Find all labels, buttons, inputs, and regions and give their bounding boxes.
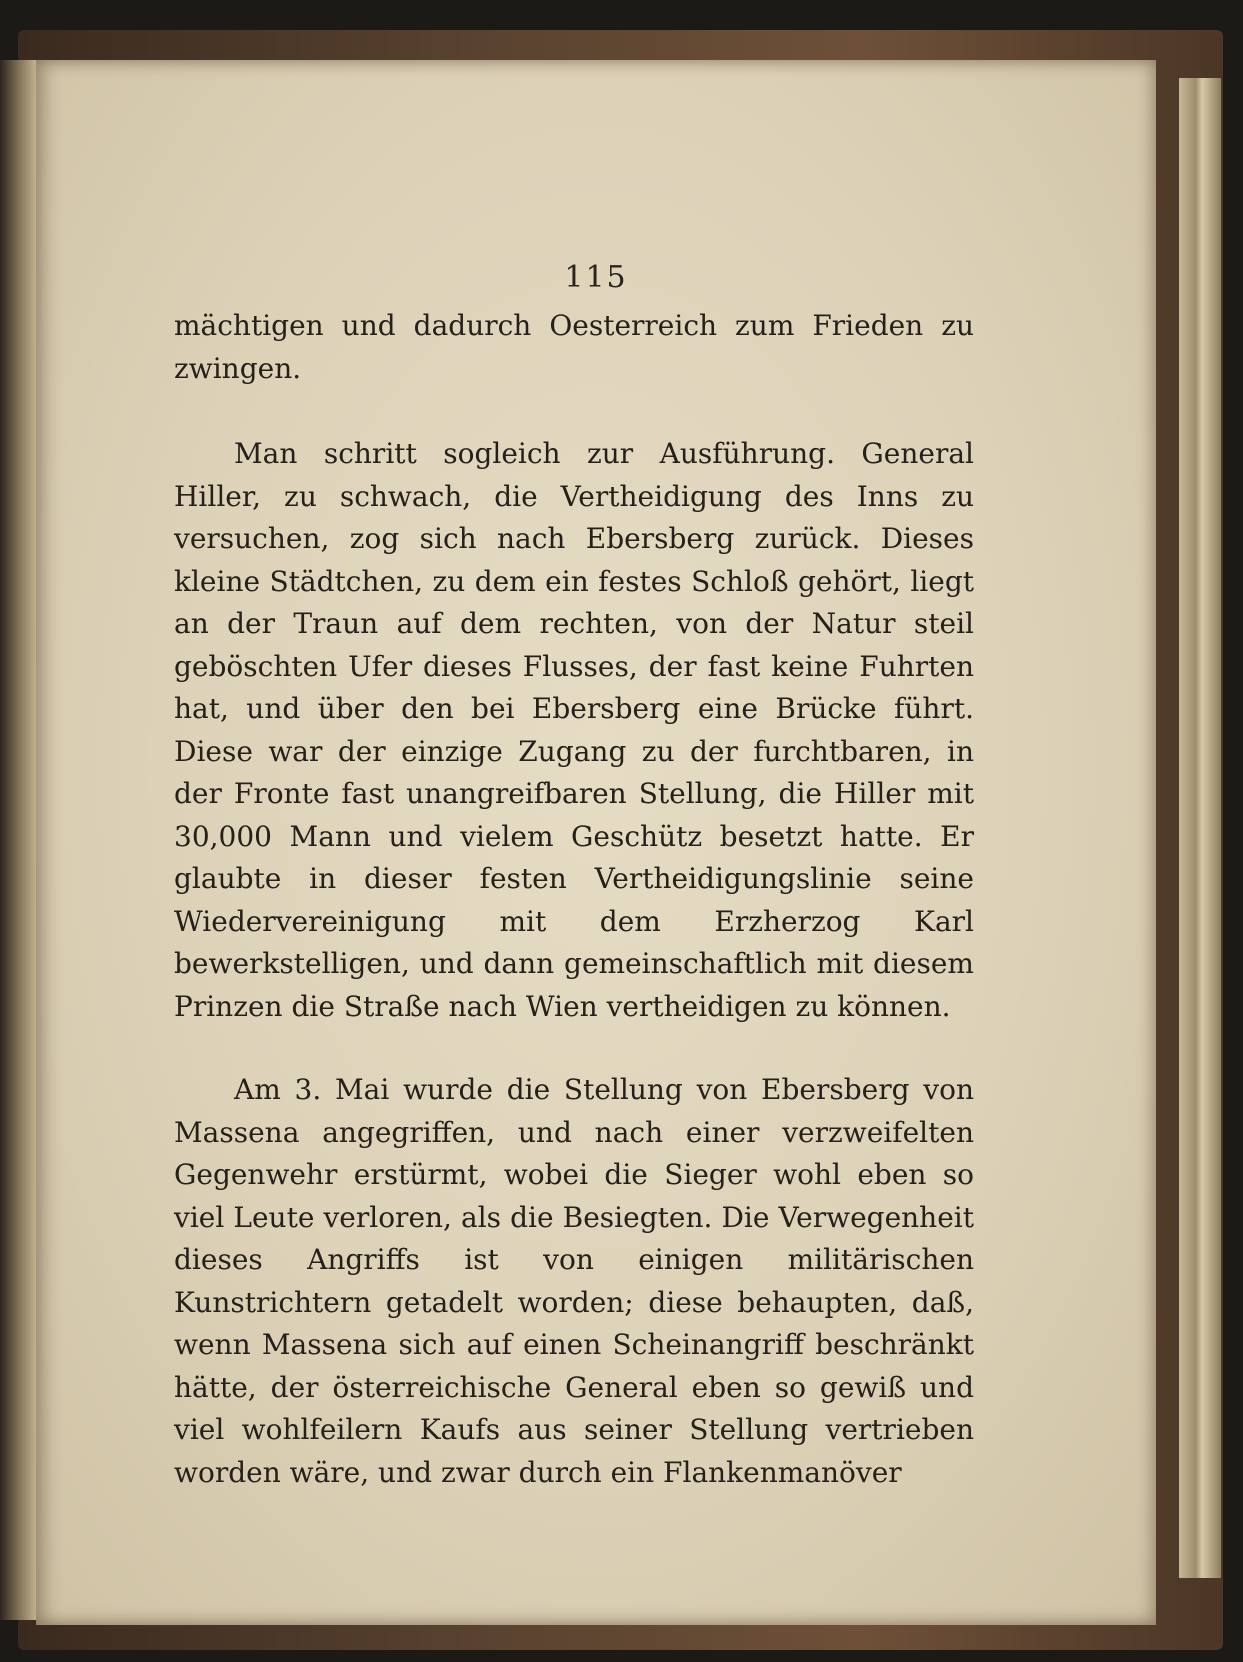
page-number: 115	[564, 260, 628, 295]
paragraph-3: Am 3. Mai wurde die Stellung von Ebersberg von Massena angegriffen, und nach einer verzweifelten Gegenwehr erstürmt, wobei die Sieger wohl eben so viel Leute verloren, als die Besiegten. Die Verwegenheit dieses Angriffs ist von einigen militärischen Kunstrichtern getadelt worden; diese behaupten, daß, wenn Massena sich auf einen Scheinangriff beschränkt hätte, der österreichische General eben so gewiß und viel wohlfeilern Kaufs aus seiner Stellung vertrieben worden wäre, und zwar durch ein Flankenmanöver	[174, 1073, 974, 1489]
page-text	[174, 305, 974, 1494]
book-page	[36, 60, 1156, 1625]
page-edges	[1179, 78, 1221, 1578]
paragraph-1: mächtigen und dadurch Oesterreich zum Frieden zu zwingen.	[174, 309, 974, 385]
paragraph-2: Man schritt sogleich zur Ausführung. General Hiller, zu schwach, die Vertheidigung des Inns zu versuchen, zog sich nach Ebersberg zurück. Dieses kleine Städtchen, zu dem ein festes Schloß gehört, liegt an der Traun auf dem rechten, von der Natur steil geböschten Ufer dieses Flusses, der fast keine Fuhrten hat, und über den bei Ebersberg eine Brücke führt. Diese war der einzige Zugang zu der furchtbaren, in der Fronte fast unangreifbaren Stellung, die Hiller mit 30,000 Mann und vielem Geschütz besetzt hatte. Er glaubte in dieser festen Vertheidigungslinie seine Wiedervereinigung mit dem Erzherzog Karl bewerkstelligen, und dann gemeinschaftlich mit diesem Prinzen die Straße nach Wien vertheidigen zu können.	[174, 437, 974, 1023]
left-page-edge	[0, 60, 38, 1620]
